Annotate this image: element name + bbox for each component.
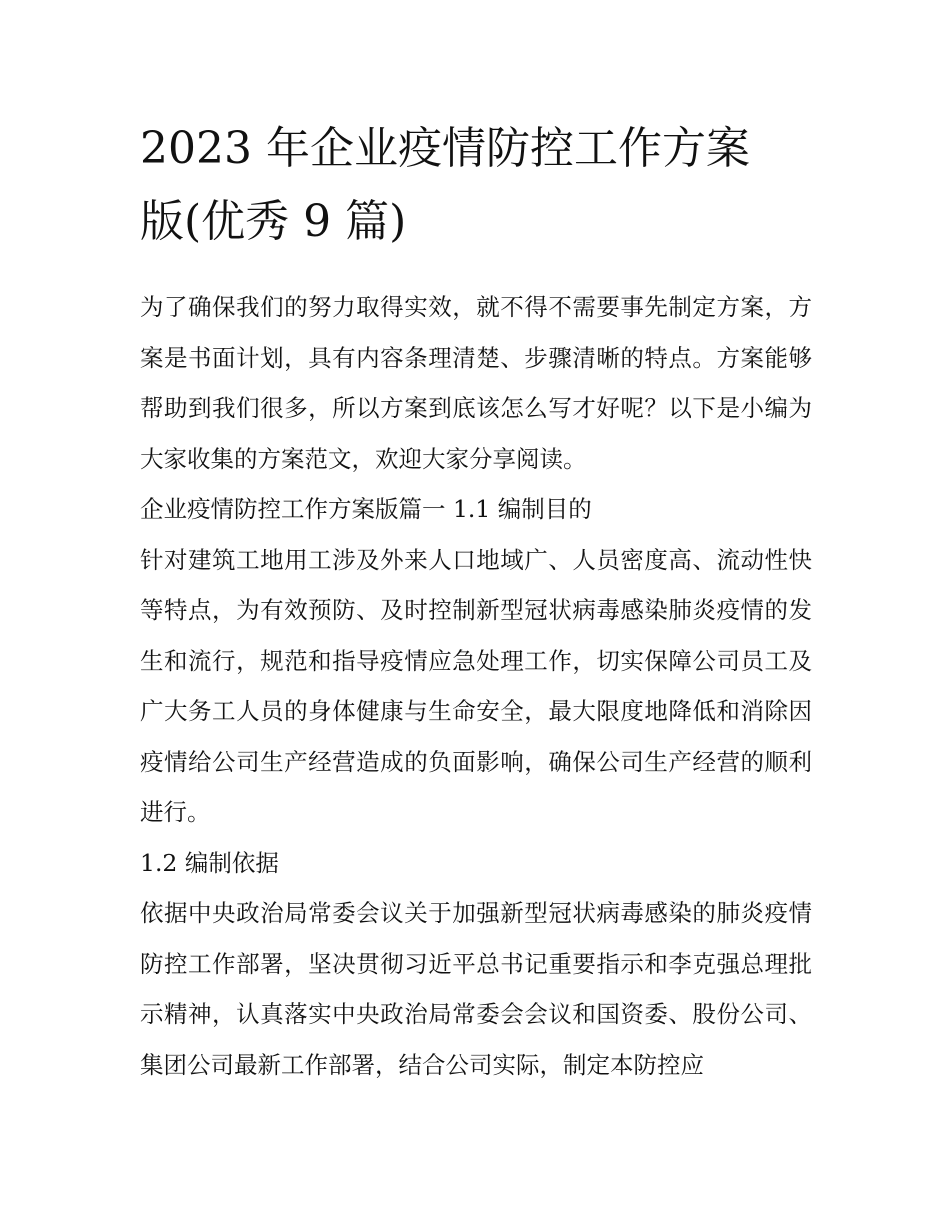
document-page xyxy=(140,112,812,1090)
document-title xyxy=(140,112,812,258)
section-2-heading: 1.2 编制依据 xyxy=(140,848,279,877)
section-1-heading: 企业疫情防控工作方案版篇一 1.1 编制目的 xyxy=(140,495,592,523)
document-title-line-2: 版(优秀 9 篇) xyxy=(140,196,407,247)
intro-paragraph: 为了确保我们的努力取得实效，就不得不需要事先制定方案，方案是书面计划，具有内容条理清楚、步骤清晰的特点。方案能够帮助到我们很多，所以方案到底该怎么写才好呢？以下是小编为大家收集的方案范文，欢迎大家分享阅读。 xyxy=(140,293,812,473)
document-title-line-1: 2023 年企业疫情防控工作方案 xyxy=(140,123,750,174)
section-1-body: 针对建筑工地用工涉及外来人口地域广、人员密度高、流动性快等特点，为有效预防、及时控制新型冠状病毒感染肺炎疫情的发生和流行，规范和指导疫情应急处理工作，切实保障公司员工及广大务工人员的身体健康与生命安全，最大限度地降低和消除因疫情给公司生产经营造成的负面影响，确保公司生产经营的顺利进行。 xyxy=(140,545,812,826)
section-2-body: 依据中央政治局常委会议关于加强新型冠状病毒感染的肺炎疫情防控工作部署，坚决贯彻习近平总书记重要指示和李克强总理批示精神，认真落实中央政治局常委会会议和国资委、股份公司、集团公司最新工作部署，结合公司实际，制定本防控应 xyxy=(140,899,812,1079)
